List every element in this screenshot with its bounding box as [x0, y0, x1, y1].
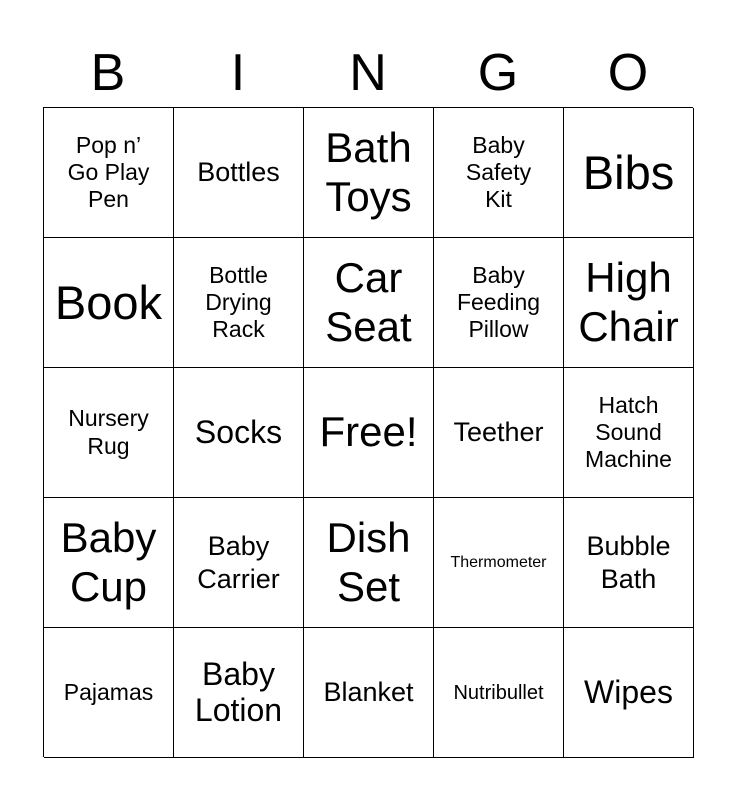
- bingo-cell[interactable]: [44, 238, 174, 368]
- cell-label: Pajamas: [63, 678, 154, 705]
- bingo-cell[interactable]: [434, 238, 564, 368]
- cell-label: Bottle Drying Rack: [205, 261, 272, 343]
- cell-label: Baby Safety Kit: [465, 131, 532, 213]
- cell-label: Blanket: [323, 677, 414, 708]
- bingo-cell[interactable]: [304, 498, 434, 628]
- cell-label: Baby Carrier: [197, 531, 280, 594]
- bingo-cell[interactable]: [564, 238, 694, 368]
- bingo-cell[interactable]: [174, 108, 304, 238]
- cell-label: Thermometer: [450, 553, 547, 571]
- bingo-cell[interactable]: [174, 628, 304, 758]
- cell-label: Free!: [319, 408, 418, 456]
- cell-label: Bibs: [582, 145, 675, 199]
- cell-label: Car Seat: [325, 254, 412, 350]
- cell-label: Dish Set: [326, 514, 411, 610]
- header-letter-n: N: [349, 44, 387, 102]
- bingo-cell[interactable]: [44, 498, 174, 628]
- cell-label: Hatch Sound Machine: [585, 391, 672, 473]
- bingo-cell[interactable]: [564, 628, 694, 758]
- bingo-cell[interactable]: [434, 368, 564, 498]
- bingo-cell[interactable]: [44, 108, 174, 238]
- header-letter-o: O: [607, 44, 649, 102]
- cell-label: High Chair: [578, 254, 679, 350]
- header-letter-i: I: [230, 44, 246, 102]
- bingo-cell[interactable]: [44, 368, 174, 498]
- bingo-cell[interactable]: [174, 498, 304, 628]
- cell-label: Baby Feeding Pillow: [456, 261, 541, 343]
- cell-label: Teether: [453, 417, 544, 448]
- cell-label: Bath Toys: [325, 124, 412, 220]
- header-letter-b: B: [90, 44, 126, 102]
- cell-label: Baby Cup: [60, 514, 157, 610]
- bingo-cell[interactable]: [564, 108, 694, 238]
- bingo-cell[interactable]: [304, 238, 434, 368]
- bingo-cell[interactable]: [304, 628, 434, 758]
- cell-label: Nursery Rug: [68, 405, 149, 459]
- cell-label: Baby Lotion: [194, 655, 283, 728]
- cell-label: Wipes: [584, 673, 673, 710]
- bingo-cell[interactable]: [434, 108, 564, 238]
- bingo-cell[interactable]: [174, 238, 304, 368]
- cell-label: Socks: [194, 413, 283, 450]
- bingo-cell[interactable]: [434, 498, 564, 628]
- bingo-cell[interactable]: [174, 368, 304, 498]
- cell-label: Bubble Bath: [586, 531, 671, 594]
- bingo-cell[interactable]: [44, 628, 174, 758]
- cell-label: Pop n’ Go Play Pen: [67, 131, 150, 213]
- bingo-card-grid: [43, 107, 693, 757]
- cell-label: Nutribullet: [453, 681, 544, 704]
- bingo-cell[interactable]: [304, 108, 434, 238]
- cell-label: Bottles: [197, 157, 280, 188]
- bingo-cell[interactable]: [564, 498, 694, 628]
- bingo-cell[interactable]: [434, 628, 564, 758]
- bingo-header: [43, 40, 693, 106]
- bingo-cell[interactable]: [564, 368, 694, 498]
- header-letter-g: G: [477, 44, 519, 102]
- cell-label: Book: [54, 275, 163, 329]
- bingo-cell-free[interactable]: [304, 368, 434, 498]
